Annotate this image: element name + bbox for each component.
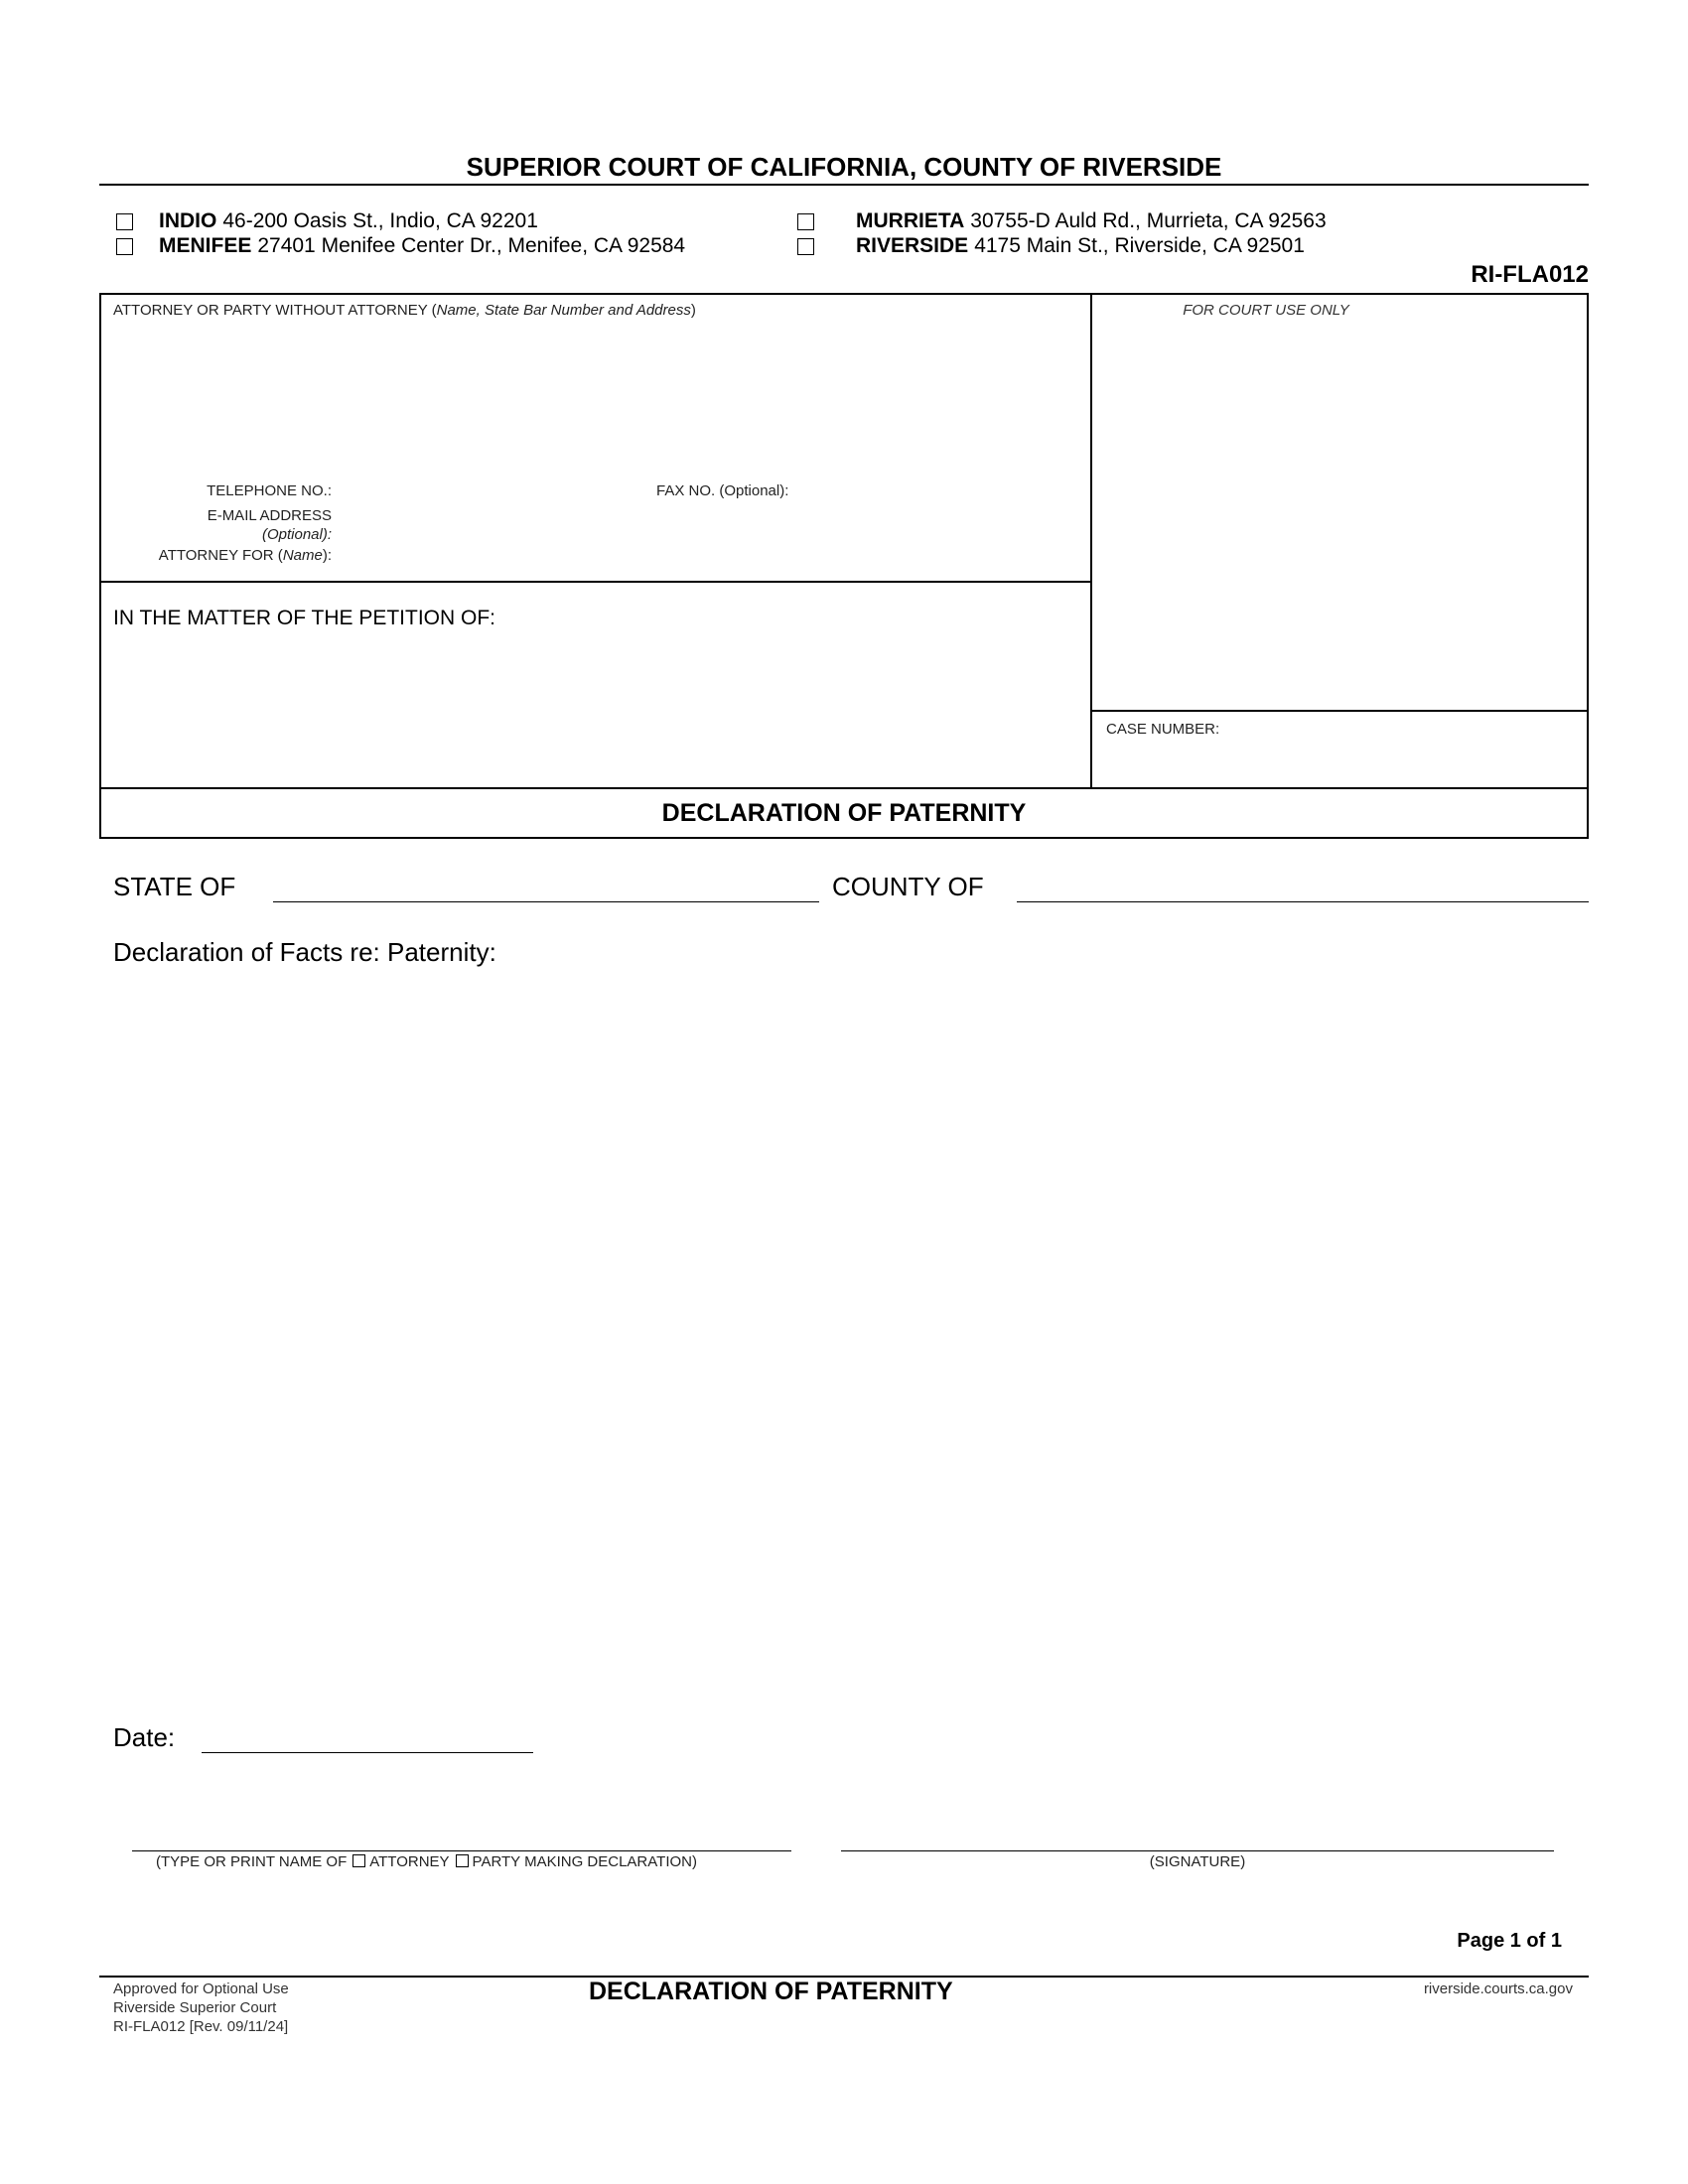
caption-box <box>99 293 1589 839</box>
fax-label: FAX NO. (Optional): <box>656 482 789 499</box>
riverside-checkbox[interactable] <box>797 238 814 255</box>
date-input[interactable] <box>202 1752 533 1753</box>
court-title: SUPERIOR COURT OF CALIFORNIA, COUNTY OF RIVERSIDE <box>466 152 1222 182</box>
state-label: STATE OF <box>113 872 236 901</box>
location-indio <box>116 209 538 233</box>
signature-caption: (SIGNATURE) <box>1149 1853 1246 1870</box>
email-optional-label: (Optional): <box>261 526 332 543</box>
name-input[interactable] <box>132 1850 791 1851</box>
telephone-label: TELEPHONE NO.: <box>207 482 332 499</box>
menifee-checkbox[interactable] <box>116 238 133 255</box>
case-number-rule <box>1090 710 1589 712</box>
location-address: 46-200 Oasis St., Indio, CA 92201 <box>222 209 538 232</box>
murrieta-checkbox[interactable] <box>797 213 814 230</box>
petition-label: IN THE MATTER OF THE PETITION OF: <box>113 607 496 629</box>
location-address: 4175 Main St., Riverside, CA 92501 <box>974 234 1305 257</box>
email-label: E-MAIL ADDRESS <box>207 507 332 524</box>
state-input[interactable] <box>273 901 819 902</box>
indio-checkbox[interactable] <box>116 213 133 230</box>
location-murrieta <box>797 209 1327 233</box>
title-rule <box>99 184 1589 186</box>
location-name: INDIO <box>159 209 217 232</box>
court-use-label: FOR COURT USE ONLY <box>1183 302 1349 319</box>
location-name: MURRIETA <box>856 209 965 232</box>
location-menifee <box>116 234 685 258</box>
date-label: Date: <box>113 1722 176 1752</box>
location-address: 30755-D Auld Rd., Murrieta, CA 92563 <box>970 209 1327 232</box>
county-input[interactable] <box>1017 901 1589 902</box>
attorney-checkbox[interactable] <box>352 1854 365 1867</box>
form-number: RI-FLA012 <box>1471 261 1589 288</box>
facts-label: Declaration of Facts re: Paternity: <box>113 937 496 967</box>
location-name: MENIFEE <box>159 234 252 257</box>
court-website: riverside.courts.ca.gov <box>1423 1980 1573 1997</box>
location-address: 27401 Menifee Center Dr., Menifee, CA 92584 <box>257 234 686 257</box>
attorney-section-rule <box>101 581 1091 583</box>
name-caption: (TYPE OR PRINT NAME OF ATTORNEY PARTY MAKING DECLARATION) <box>156 1853 697 1870</box>
party-checkbox[interactable] <box>456 1854 469 1867</box>
case-number-label: CASE NUMBER: <box>1106 721 1220 738</box>
facts-textarea[interactable] <box>113 978 1589 1693</box>
form-title-band: DECLARATION OF PATERNITY <box>99 787 1589 839</box>
location-name: RIVERSIDE <box>856 234 969 257</box>
signature-input[interactable] <box>841 1850 1554 1851</box>
approval-note: Approved for Optional Use Riverside Superior Court RI-FLA012 [Rev. 09/11/24] <box>113 1980 289 2035</box>
attorney-for-label: ATTORNEY FOR (Name): <box>158 547 332 564</box>
county-label: COUNTY OF <box>832 872 984 901</box>
page-number: Page 1 of 1 <box>1457 1930 1562 1952</box>
footer-title: DECLARATION OF PATERNITY <box>589 1978 953 2005</box>
caption-divider <box>1090 295 1092 787</box>
location-riverside <box>797 234 1305 258</box>
attorney-label: ATTORNEY OR PARTY WITHOUT ATTORNEY (Name, State Bar Number and Address) <box>113 302 696 319</box>
